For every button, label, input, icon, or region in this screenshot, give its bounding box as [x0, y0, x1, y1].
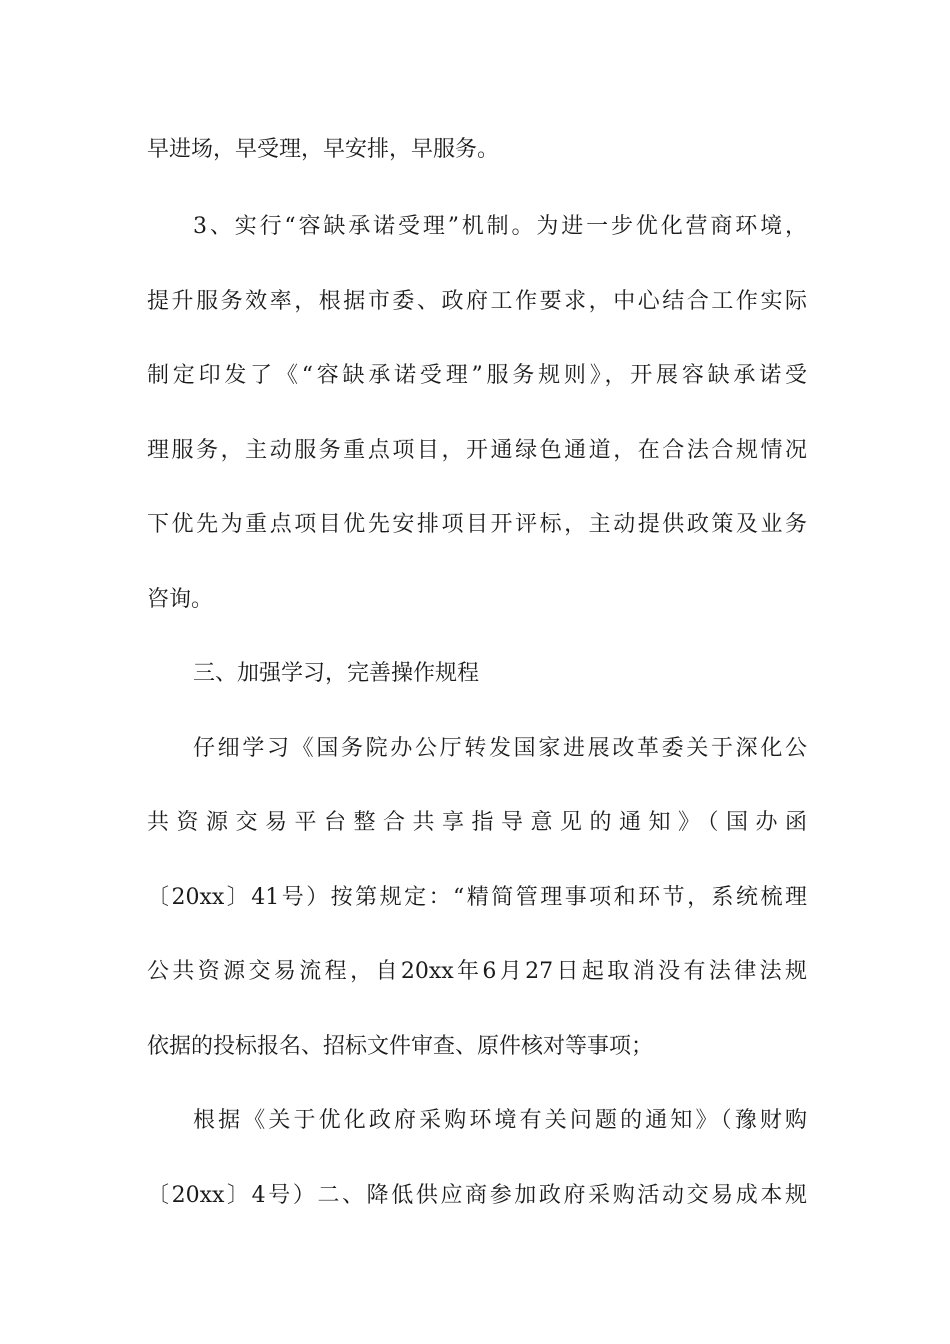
paragraph-line: 〔20xx〕4号）二、降低供应商参加政府采购活动交易成本规	[147, 1183, 807, 1208]
paragraph-line: 共资源交易平台整合共享指导意见的通知》（国办函	[147, 810, 807, 835]
paragraph-line: 〔20xx〕41号）按第规定：“精简管理事项和环节，系统梳理	[147, 885, 807, 910]
paragraph-line: 下优先为重点项目优先安排项目开评标，主动提供政策及业务	[147, 512, 807, 537]
paragraph-line: 早进场，早受理，早安排，早服务。	[147, 137, 500, 162]
paragraph-line: 理服务，主动服务重点项目，开通绿色通道，在合法合规情况	[147, 438, 807, 463]
paragraph-line: 咨询。	[147, 587, 214, 612]
paragraph-line: 提升服务效率，根据市委、政府工作要求，中心结合工作实际	[147, 289, 807, 314]
paragraph-line: 仔细学习《国务院办公厅转发国家进展改革委关于深化公	[193, 736, 807, 761]
paragraph-line: 根据《关于优化政府采购环境有关问题的通知》（豫财购	[193, 1108, 807, 1133]
paragraph-line: 公共资源交易流程，自20xx年6月27日起取消没有法律法规	[147, 959, 807, 984]
section-heading: 三、加强学习，完善操作规程	[193, 661, 480, 686]
paragraph-line: 依据的投标报名、招标文件审查、原件核对等事项；	[147, 1034, 654, 1059]
paragraph-line: 制定印发了《“容缺承诺受理”服务规则》，开展容缺承诺受	[147, 363, 807, 388]
paragraph-line: 3、实行“容缺承诺受理”机制。为进一步优化营商环境，	[193, 214, 807, 239]
